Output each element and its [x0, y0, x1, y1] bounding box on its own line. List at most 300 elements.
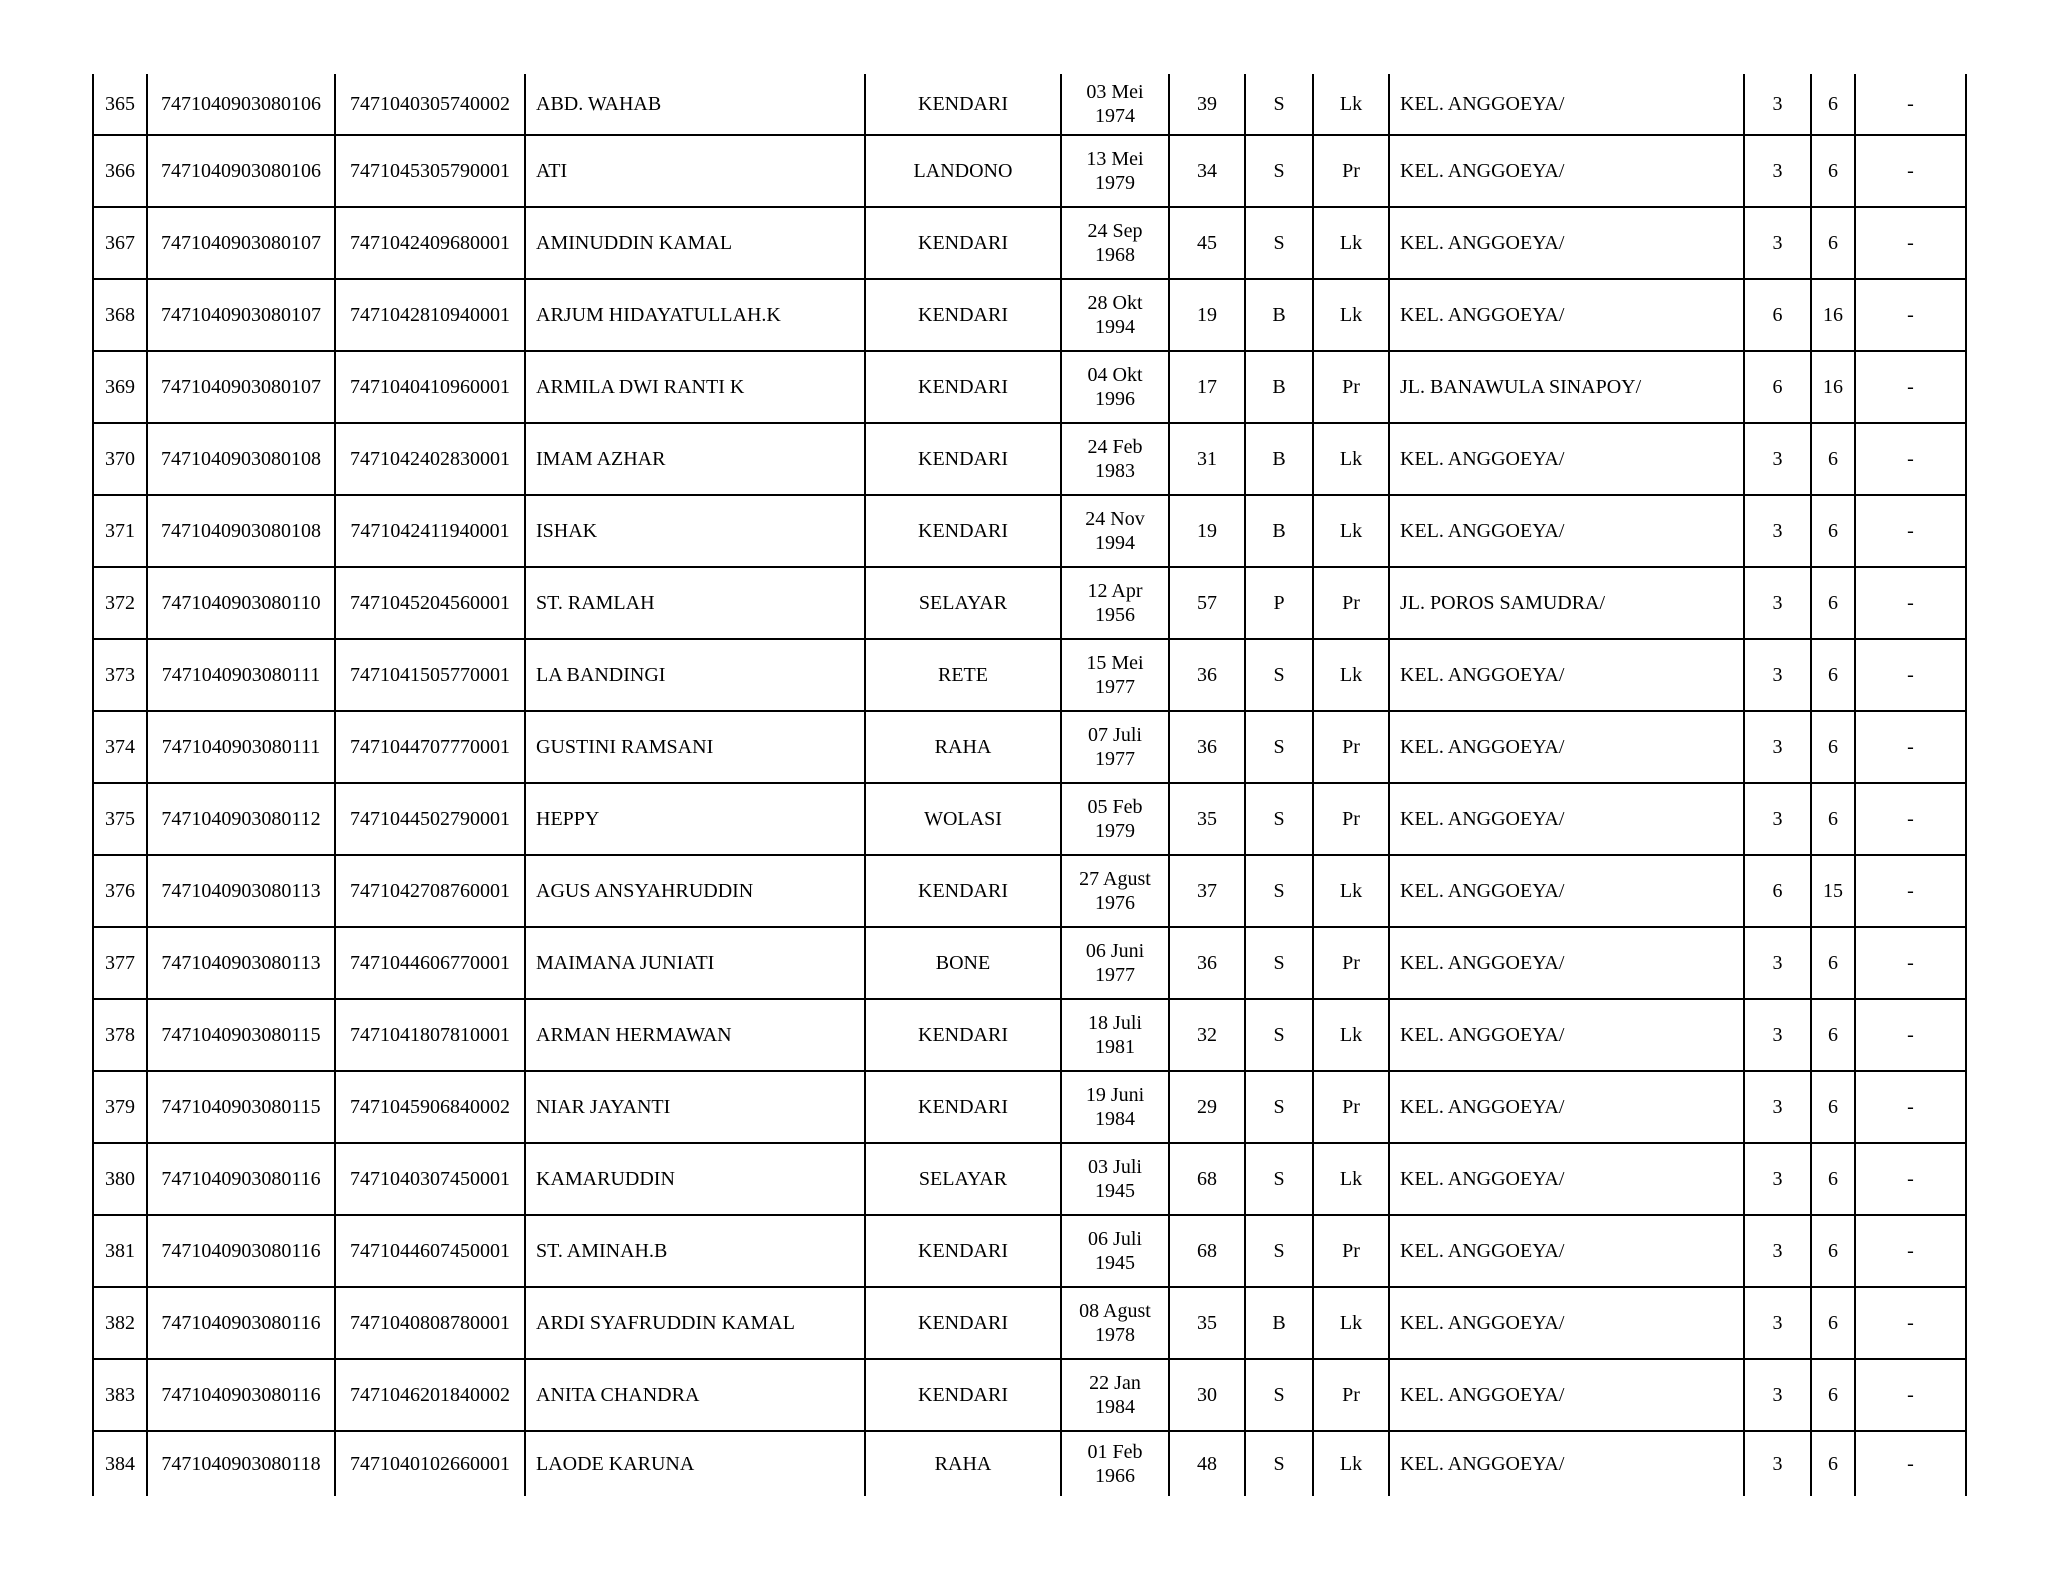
birth-date-day-month: 03 Mei: [1086, 81, 1144, 103]
row-number-cell: 383: [93, 1359, 147, 1431]
age-cell: 37: [1169, 855, 1245, 927]
address-cell: KEL. ANGGOEYA/: [1389, 1287, 1744, 1359]
age-cell: 19: [1169, 279, 1245, 351]
row-number-cell: 365: [93, 74, 147, 135]
note-cell: -: [1855, 783, 1966, 855]
address-cell: KEL. ANGGOEYA/: [1389, 74, 1744, 135]
note-cell: -: [1855, 351, 1966, 423]
sex-cell: Lk: [1313, 1143, 1389, 1215]
family-card-number-cell: 7471040903080112: [147, 783, 335, 855]
rt-cell: 6: [1744, 351, 1811, 423]
rw-cell: 6: [1811, 423, 1855, 495]
birth-date-cell: [1061, 639, 1169, 711]
family-card-number-cell: 7471040903080115: [147, 999, 335, 1071]
name-cell: LA BANDINGI: [525, 639, 865, 711]
sex-cell: Pr: [1313, 711, 1389, 783]
marital-status-cell: S: [1245, 711, 1313, 783]
birth-date-day-month: 06 Juli: [1088, 1228, 1142, 1250]
row-number-cell: 376: [93, 855, 147, 927]
nik-cell: 7471040305740002: [335, 74, 525, 135]
table-row: [93, 999, 1966, 1071]
address-cell: KEL. ANGGOEYA/: [1389, 279, 1744, 351]
nik-cell: 7471040307450001: [335, 1143, 525, 1215]
family-card-number-cell: 7471040903080113: [147, 855, 335, 927]
table-row: [93, 1287, 1966, 1359]
age-cell: 36: [1169, 927, 1245, 999]
name-cell: ARMAN HERMAWAN: [525, 999, 865, 1071]
rt-cell: 3: [1744, 74, 1811, 135]
birth-date-cell: [1061, 855, 1169, 927]
birth-date-day-month: 04 Okt: [1087, 364, 1143, 386]
sex-cell: Lk: [1313, 279, 1389, 351]
note-cell: -: [1855, 567, 1966, 639]
name-cell: ARJUM HIDAYATULLAH.K: [525, 279, 865, 351]
nik-cell: 7471042402830001: [335, 423, 525, 495]
birthplace-cell: KENDARI: [865, 855, 1061, 927]
sex-cell: Pr: [1313, 1071, 1389, 1143]
address-cell: KEL. ANGGOEYA/: [1389, 135, 1744, 207]
address-cell: KEL. ANGGOEYA/: [1389, 1071, 1744, 1143]
sex-cell: Lk: [1313, 855, 1389, 927]
birth-date-cell: [1061, 74, 1169, 135]
table-row: [93, 135, 1966, 207]
name-cell: MAIMANA JUNIATI: [525, 927, 865, 999]
birth-date-year: 1996: [1095, 388, 1135, 410]
nik-cell: 7471044607450001: [335, 1215, 525, 1287]
birthplace-cell: RETE: [865, 639, 1061, 711]
table-row: [93, 207, 1966, 279]
row-number-cell: 371: [93, 495, 147, 567]
table-row: [93, 639, 1966, 711]
marital-status-cell: S: [1245, 1359, 1313, 1431]
birth-date-day-month: 22 Jan: [1089, 1372, 1141, 1394]
name-cell: HEPPY: [525, 783, 865, 855]
birth-date-year: 1994: [1095, 316, 1135, 338]
family-card-number-cell: 7471040903080116: [147, 1215, 335, 1287]
nik-cell: 7471046201840002: [335, 1359, 525, 1431]
note-cell: -: [1855, 1431, 1966, 1496]
age-cell: 35: [1169, 1287, 1245, 1359]
row-number-cell: 372: [93, 567, 147, 639]
rt-cell: 3: [1744, 495, 1811, 567]
voter-list-page: [92, 74, 1965, 1496]
table-row: [93, 279, 1966, 351]
nik-cell: 7471042810940001: [335, 279, 525, 351]
marital-status-cell: B: [1245, 1287, 1313, 1359]
voter-table-body: [93, 74, 1966, 1496]
birthplace-cell: KENDARI: [865, 207, 1061, 279]
birth-date-day-month: 08 Agust: [1079, 1300, 1151, 1322]
birth-date-year: 1977: [1095, 964, 1135, 986]
note-cell: -: [1855, 74, 1966, 135]
birthplace-cell: KENDARI: [865, 1287, 1061, 1359]
rt-cell: 3: [1744, 1359, 1811, 1431]
birthplace-cell: KENDARI: [865, 1215, 1061, 1287]
name-cell: LAODE KARUNA: [525, 1431, 865, 1496]
address-cell: KEL. ANGGOEYA/: [1389, 855, 1744, 927]
birth-date-day-month: 24 Feb: [1087, 436, 1143, 458]
table-row: [93, 74, 1966, 135]
marital-status-cell: S: [1245, 927, 1313, 999]
rt-cell: 3: [1744, 1143, 1811, 1215]
rt-cell: 3: [1744, 711, 1811, 783]
marital-status-cell: S: [1245, 999, 1313, 1071]
family-card-number-cell: 7471040903080115: [147, 1071, 335, 1143]
nik-cell: 7471044606770001: [335, 927, 525, 999]
sex-cell: Pr: [1313, 567, 1389, 639]
family-card-number-cell: 7471040903080108: [147, 423, 335, 495]
rt-cell: 3: [1744, 783, 1811, 855]
nik-cell: 7471044502790001: [335, 783, 525, 855]
table-row: [93, 1071, 1966, 1143]
birthplace-cell: SELAYAR: [865, 1143, 1061, 1215]
marital-status-cell: B: [1245, 279, 1313, 351]
rt-cell: 3: [1744, 423, 1811, 495]
rw-cell: 6: [1811, 1143, 1855, 1215]
nik-cell: 7471042409680001: [335, 207, 525, 279]
nik-cell: 7471041505770001: [335, 639, 525, 711]
birth-date-year: 1984: [1095, 1396, 1135, 1418]
family-card-number-cell: 7471040903080116: [147, 1287, 335, 1359]
sex-cell: Lk: [1313, 1431, 1389, 1496]
address-cell: KEL. ANGGOEYA/: [1389, 495, 1744, 567]
table-row: [93, 351, 1966, 423]
name-cell: KAMARUDDIN: [525, 1143, 865, 1215]
birth-date-year: 1976: [1095, 892, 1135, 914]
birthplace-cell: WOLASI: [865, 783, 1061, 855]
age-cell: 36: [1169, 639, 1245, 711]
rw-cell: 6: [1811, 207, 1855, 279]
age-cell: 48: [1169, 1431, 1245, 1496]
row-number-cell: 370: [93, 423, 147, 495]
nik-cell: 7471042411940001: [335, 495, 525, 567]
nik-cell: 7471045906840002: [335, 1071, 525, 1143]
address-cell: KEL. ANGGOEYA/: [1389, 1215, 1744, 1287]
birth-date-day-month: 24 Nov: [1085, 508, 1145, 530]
address-cell: KEL. ANGGOEYA/: [1389, 927, 1744, 999]
birth-date-year: 1984: [1095, 1108, 1135, 1130]
table-row: [93, 1143, 1966, 1215]
address-cell: KEL. ANGGOEYA/: [1389, 207, 1744, 279]
rt-cell: 3: [1744, 1071, 1811, 1143]
sex-cell: Lk: [1313, 495, 1389, 567]
marital-status-cell: S: [1245, 639, 1313, 711]
rw-cell: 6: [1811, 567, 1855, 639]
marital-status-cell: S: [1245, 855, 1313, 927]
birth-date-day-month: 01 Feb: [1087, 1441, 1143, 1463]
table-row: [93, 495, 1966, 567]
address-cell: KEL. ANGGOEYA/: [1389, 423, 1744, 495]
family-card-number-cell: 7471040903080113: [147, 927, 335, 999]
name-cell: ABD. WAHAB: [525, 74, 865, 135]
birth-date-day-month: 03 Juli: [1088, 1156, 1142, 1178]
birth-date-cell: [1061, 423, 1169, 495]
family-card-number-cell: 7471040903080110: [147, 567, 335, 639]
address-cell: KEL. ANGGOEYA/: [1389, 639, 1744, 711]
voter-table: [92, 74, 1967, 1496]
note-cell: -: [1855, 207, 1966, 279]
birth-date-cell: [1061, 1143, 1169, 1215]
birth-date-cell: [1061, 927, 1169, 999]
birth-date-year: 1945: [1095, 1180, 1135, 1202]
note-cell: -: [1855, 855, 1966, 927]
address-cell: JL. BANAWULA SINAPOY/: [1389, 351, 1744, 423]
birth-date-cell: [1061, 1071, 1169, 1143]
table-row: [93, 1359, 1966, 1431]
row-number-cell: 377: [93, 927, 147, 999]
family-card-number-cell: 7471040903080106: [147, 135, 335, 207]
family-card-number-cell: 7471040903080116: [147, 1143, 335, 1215]
family-card-number-cell: 7471040903080106: [147, 74, 335, 135]
birthplace-cell: KENDARI: [865, 279, 1061, 351]
note-cell: -: [1855, 711, 1966, 783]
birth-date-day-month: 12 Apr: [1087, 580, 1143, 602]
table-row: [93, 783, 1966, 855]
sex-cell: Pr: [1313, 1359, 1389, 1431]
birth-date-year: 1983: [1095, 460, 1135, 482]
name-cell: AMINUDDIN KAMAL: [525, 207, 865, 279]
family-card-number-cell: 7471040903080111: [147, 711, 335, 783]
rw-cell: 6: [1811, 495, 1855, 567]
rt-cell: 3: [1744, 207, 1811, 279]
birth-date-cell: [1061, 783, 1169, 855]
rw-cell: 6: [1811, 74, 1855, 135]
birth-date-year: 1979: [1095, 172, 1135, 194]
name-cell: ISHAK: [525, 495, 865, 567]
nik-cell: 7471040102660001: [335, 1431, 525, 1496]
age-cell: 68: [1169, 1143, 1245, 1215]
marital-status-cell: P: [1245, 567, 1313, 639]
marital-status-cell: S: [1245, 1143, 1313, 1215]
birth-date-day-month: 19 Juni: [1085, 1084, 1145, 1106]
age-cell: 32: [1169, 999, 1245, 1071]
birthplace-cell: LANDONO: [865, 135, 1061, 207]
birth-date-cell: [1061, 1431, 1169, 1496]
table-row: [93, 927, 1966, 999]
note-cell: -: [1855, 927, 1966, 999]
name-cell: NIAR JAYANTI: [525, 1071, 865, 1143]
birth-date-day-month: 28 Okt: [1087, 292, 1143, 314]
age-cell: 35: [1169, 783, 1245, 855]
birth-date-day-month: 06 Juni: [1085, 940, 1145, 962]
sex-cell: Pr: [1313, 135, 1389, 207]
row-number-cell: 367: [93, 207, 147, 279]
birth-date-cell: [1061, 999, 1169, 1071]
age-cell: 68: [1169, 1215, 1245, 1287]
birth-date-year: 1945: [1095, 1252, 1135, 1274]
note-cell: -: [1855, 279, 1966, 351]
birth-date-day-month: 13 Mei: [1086, 148, 1144, 170]
name-cell: ANITA CHANDRA: [525, 1359, 865, 1431]
sex-cell: Pr: [1313, 783, 1389, 855]
sex-cell: Pr: [1313, 927, 1389, 999]
name-cell: ARDI SYAFRUDDIN KAMAL: [525, 1287, 865, 1359]
row-number-cell: 373: [93, 639, 147, 711]
rw-cell: 16: [1811, 279, 1855, 351]
birth-date-cell: [1061, 207, 1169, 279]
birthplace-cell: BONE: [865, 927, 1061, 999]
row-number-cell: 381: [93, 1215, 147, 1287]
name-cell: AGUS ANSYAHRUDDIN: [525, 855, 865, 927]
age-cell: 39: [1169, 74, 1245, 135]
birthplace-cell: KENDARI: [865, 423, 1061, 495]
age-cell: 17: [1169, 351, 1245, 423]
family-card-number-cell: 7471040903080111: [147, 639, 335, 711]
rw-cell: 6: [1811, 1287, 1855, 1359]
address-cell: JL. POROS SAMUDRA/: [1389, 567, 1744, 639]
birth-date-cell: [1061, 1287, 1169, 1359]
birthplace-cell: KENDARI: [865, 74, 1061, 135]
birth-date-day-month: 07 Juli: [1088, 724, 1142, 746]
table-row: [93, 1431, 1966, 1496]
row-number-cell: 380: [93, 1143, 147, 1215]
sex-cell: Lk: [1313, 999, 1389, 1071]
nik-cell: 7471044707770001: [335, 711, 525, 783]
marital-status-cell: B: [1245, 351, 1313, 423]
birth-date-day-month: 27 Agust: [1079, 868, 1151, 890]
note-cell: -: [1855, 1071, 1966, 1143]
row-number-cell: 368: [93, 279, 147, 351]
note-cell: -: [1855, 135, 1966, 207]
rw-cell: 6: [1811, 999, 1855, 1071]
nik-cell: 7471042708760001: [335, 855, 525, 927]
family-card-number-cell: 7471040903080118: [147, 1431, 335, 1496]
marital-status-cell: S: [1245, 783, 1313, 855]
note-cell: -: [1855, 1143, 1966, 1215]
birth-date-year: 1979: [1095, 820, 1135, 842]
nik-cell: 7471045204560001: [335, 567, 525, 639]
age-cell: 30: [1169, 1359, 1245, 1431]
marital-status-cell: B: [1245, 495, 1313, 567]
sex-cell: Lk: [1313, 74, 1389, 135]
birth-date-day-month: 24 Sep: [1087, 220, 1143, 242]
rt-cell: 6: [1744, 279, 1811, 351]
birthplace-cell: KENDARI: [865, 1359, 1061, 1431]
rw-cell: 6: [1811, 783, 1855, 855]
birth-date-cell: [1061, 567, 1169, 639]
address-cell: KEL. ANGGOEYA/: [1389, 783, 1744, 855]
name-cell: ARMILA DWI RANTI K: [525, 351, 865, 423]
birth-date-year: 1981: [1095, 1036, 1135, 1058]
birth-date-year: 1978: [1095, 1324, 1135, 1346]
name-cell: ST. AMINAH.B: [525, 1215, 865, 1287]
row-number-cell: 382: [93, 1287, 147, 1359]
name-cell: ST. RAMLAH: [525, 567, 865, 639]
birth-date-cell: [1061, 1215, 1169, 1287]
age-cell: 34: [1169, 135, 1245, 207]
sex-cell: Pr: [1313, 1215, 1389, 1287]
birthplace-cell: RAHA: [865, 1431, 1061, 1496]
birth-date-year: 1977: [1095, 748, 1135, 770]
birthplace-cell: KENDARI: [865, 351, 1061, 423]
birth-date-cell: [1061, 279, 1169, 351]
birth-date-cell: [1061, 495, 1169, 567]
sex-cell: Lk: [1313, 639, 1389, 711]
birth-date-year: 1968: [1095, 244, 1135, 266]
family-card-number-cell: 7471040903080107: [147, 207, 335, 279]
birth-date-day-month: 05 Feb: [1087, 796, 1143, 818]
row-number-cell: 375: [93, 783, 147, 855]
address-cell: KEL. ANGGOEYA/: [1389, 1431, 1744, 1496]
family-card-number-cell: 7471040903080107: [147, 351, 335, 423]
table-row: [93, 1215, 1966, 1287]
birthplace-cell: KENDARI: [865, 495, 1061, 567]
nik-cell: 7471041807810001: [335, 999, 525, 1071]
table-row: [93, 855, 1966, 927]
birthplace-cell: SELAYAR: [865, 567, 1061, 639]
note-cell: -: [1855, 423, 1966, 495]
address-cell: KEL. ANGGOEYA/: [1389, 1143, 1744, 1215]
birthplace-cell: KENDARI: [865, 999, 1061, 1071]
family-card-number-cell: 7471040903080108: [147, 495, 335, 567]
note-cell: -: [1855, 1215, 1966, 1287]
rw-cell: 6: [1811, 639, 1855, 711]
rt-cell: 3: [1744, 1215, 1811, 1287]
birth-date-day-month: 15 Mei: [1086, 652, 1144, 674]
birth-date-year: 1994: [1095, 532, 1135, 554]
address-cell: KEL. ANGGOEYA/: [1389, 999, 1744, 1071]
birthplace-cell: RAHA: [865, 711, 1061, 783]
row-number-cell: 366: [93, 135, 147, 207]
nik-cell: 7471045305790001: [335, 135, 525, 207]
marital-status-cell: S: [1245, 74, 1313, 135]
birth-date-year: 1956: [1095, 604, 1135, 626]
row-number-cell: 384: [93, 1431, 147, 1496]
row-number-cell: 374: [93, 711, 147, 783]
marital-status-cell: S: [1245, 207, 1313, 279]
family-card-number-cell: 7471040903080116: [147, 1359, 335, 1431]
sex-cell: Lk: [1313, 1287, 1389, 1359]
birth-date-year: 1977: [1095, 676, 1135, 698]
rt-cell: 3: [1744, 927, 1811, 999]
rt-cell: 3: [1744, 1287, 1811, 1359]
note-cell: -: [1855, 999, 1966, 1071]
marital-status-cell: S: [1245, 1215, 1313, 1287]
name-cell: IMAM AZHAR: [525, 423, 865, 495]
rw-cell: 6: [1811, 1431, 1855, 1496]
marital-status-cell: S: [1245, 1431, 1313, 1496]
age-cell: 19: [1169, 495, 1245, 567]
row-number-cell: 369: [93, 351, 147, 423]
marital-status-cell: B: [1245, 423, 1313, 495]
rt-cell: 3: [1744, 135, 1811, 207]
note-cell: -: [1855, 495, 1966, 567]
marital-status-cell: S: [1245, 135, 1313, 207]
age-cell: 57: [1169, 567, 1245, 639]
sex-cell: Lk: [1313, 207, 1389, 279]
rt-cell: 3: [1744, 639, 1811, 711]
note-cell: -: [1855, 639, 1966, 711]
rt-cell: 3: [1744, 1431, 1811, 1496]
sex-cell: Lk: [1313, 423, 1389, 495]
rw-cell: 6: [1811, 711, 1855, 783]
rw-cell: 6: [1811, 135, 1855, 207]
row-number-cell: 379: [93, 1071, 147, 1143]
age-cell: 31: [1169, 423, 1245, 495]
rw-cell: 16: [1811, 351, 1855, 423]
marital-status-cell: S: [1245, 1071, 1313, 1143]
rt-cell: 3: [1744, 567, 1811, 639]
rt-cell: 3: [1744, 999, 1811, 1071]
birth-date-year: 1966: [1095, 1465, 1135, 1487]
nik-cell: 7471040410960001: [335, 351, 525, 423]
family-card-number-cell: 7471040903080107: [147, 279, 335, 351]
rw-cell: 15: [1811, 855, 1855, 927]
age-cell: 45: [1169, 207, 1245, 279]
birth-date-cell: [1061, 711, 1169, 783]
name-cell: GUSTINI RAMSANI: [525, 711, 865, 783]
rw-cell: 6: [1811, 1215, 1855, 1287]
